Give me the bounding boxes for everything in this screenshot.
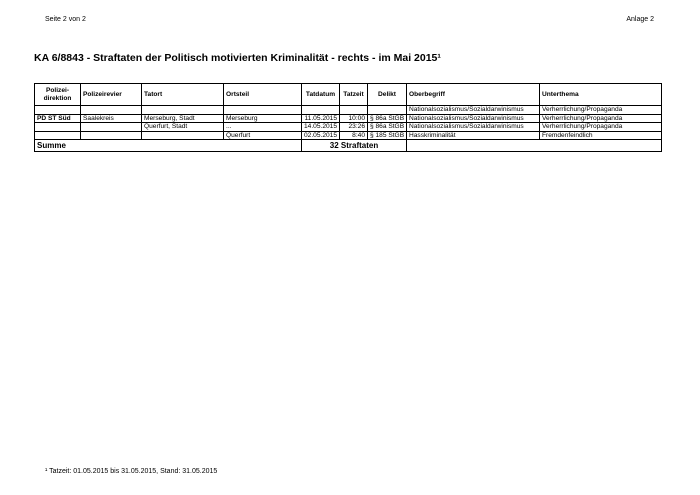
table-row: [35, 131, 662, 140]
cell-unterthema: Verherrlichung/Propaganda: [540, 123, 662, 132]
col-header-ortsteil: Ortsteil: [224, 84, 302, 106]
cell-ortsteil: Merseburg: [224, 114, 302, 123]
cell-tatzeit: 8:40: [340, 131, 368, 140]
cell-delikt: [368, 106, 407, 115]
cell-ortsteil: [224, 106, 302, 115]
cell-tatort: [142, 106, 224, 115]
col-header-tatdatum: Tatdatum: [302, 84, 340, 106]
cell-oberbegriff: Hasskriminalität: [407, 131, 540, 140]
cell-tatdatum: 02.05.2015: [302, 131, 340, 140]
crime-table: [34, 83, 662, 152]
summary-row: [35, 140, 662, 152]
table-header-row: [35, 84, 662, 106]
table-row: [35, 106, 662, 115]
col-header-polizeidirektion: Polizei- direktion: [35, 84, 81, 106]
cell-polizeirevier: Saalekreis: [81, 114, 142, 123]
cell-delikt: § 86a StGB: [368, 114, 407, 123]
footnote: ¹ Tatzeit: 01.05.2015 bis 31.05.2015, Stand: 31.05.2015: [45, 468, 218, 475]
cell-tatdatum: 11.05.2015: [302, 114, 340, 123]
cell-polizeirevier: [81, 106, 142, 115]
cell-ortsteil: ...: [224, 123, 302, 132]
col-header-polizeirevier: Polizeirevier: [81, 84, 142, 106]
page-number: Seite 2 von 2: [45, 16, 86, 23]
cell-tatzeit: 23:26: [340, 123, 368, 132]
cell-polizeidirektion: [35, 131, 81, 140]
col-header-unterthema: Unterthema: [540, 84, 662, 106]
summary-count: 32 Straftaten: [302, 140, 407, 152]
cell-tatort: Querfurt, Stadt: [142, 123, 224, 132]
cell-delikt: § 86a StGB: [368, 123, 407, 132]
col-header-delikt: Delikt: [368, 84, 407, 106]
col-header-tatzeit: Tatzeit: [340, 84, 368, 106]
cell-oberbegriff: Nationalsozialismus/Sozialdarwinismus: [407, 106, 540, 115]
cell-unterthema: Fremdenfeindlich: [540, 131, 662, 140]
cell-unterthema: Verherrlichung/Propaganda: [540, 114, 662, 123]
col-header-oberbegriff: Oberbegriff: [407, 84, 540, 106]
cell-tatzeit: [340, 106, 368, 115]
cell-tatzeit: 10:00: [340, 114, 368, 123]
col-header-tatort: Tatort: [142, 84, 224, 106]
cell-polizeidirektion: [35, 123, 81, 132]
cell-delikt: § 185 StGB: [368, 131, 407, 140]
cell-tatdatum: 14.05.2015: [302, 123, 340, 132]
annex-label: Anlage 2: [626, 16, 654, 23]
summary-empty: [407, 140, 662, 152]
cell-polizeirevier: [81, 123, 142, 132]
cell-tatort: Merseburg, Stadt: [142, 114, 224, 123]
cell-unterthema: Verherrlichung/Propaganda: [540, 106, 662, 115]
cell-polizeirevier: [81, 131, 142, 140]
cell-oberbegriff: Nationalsozialismus/Sozialdarwinismus: [407, 114, 540, 123]
cell-polizeidirektion: [35, 106, 81, 115]
cell-polizeidirektion: PD ST Süd: [35, 114, 81, 123]
cell-tatdatum: [302, 106, 340, 115]
summary-label: Summe: [35, 140, 302, 152]
cell-oberbegriff: Nationalsozialismus/Sozialdarwinismus: [407, 123, 540, 132]
table-row: [35, 114, 662, 123]
cell-ortsteil: Querfurt: [224, 131, 302, 140]
document-title: KA 6/8843 - Straftaten der Politisch motivierten Kriminalität - rechts - im Mai 2015¹: [34, 52, 441, 64]
table-row: [35, 123, 662, 132]
cell-tatort: [142, 131, 224, 140]
